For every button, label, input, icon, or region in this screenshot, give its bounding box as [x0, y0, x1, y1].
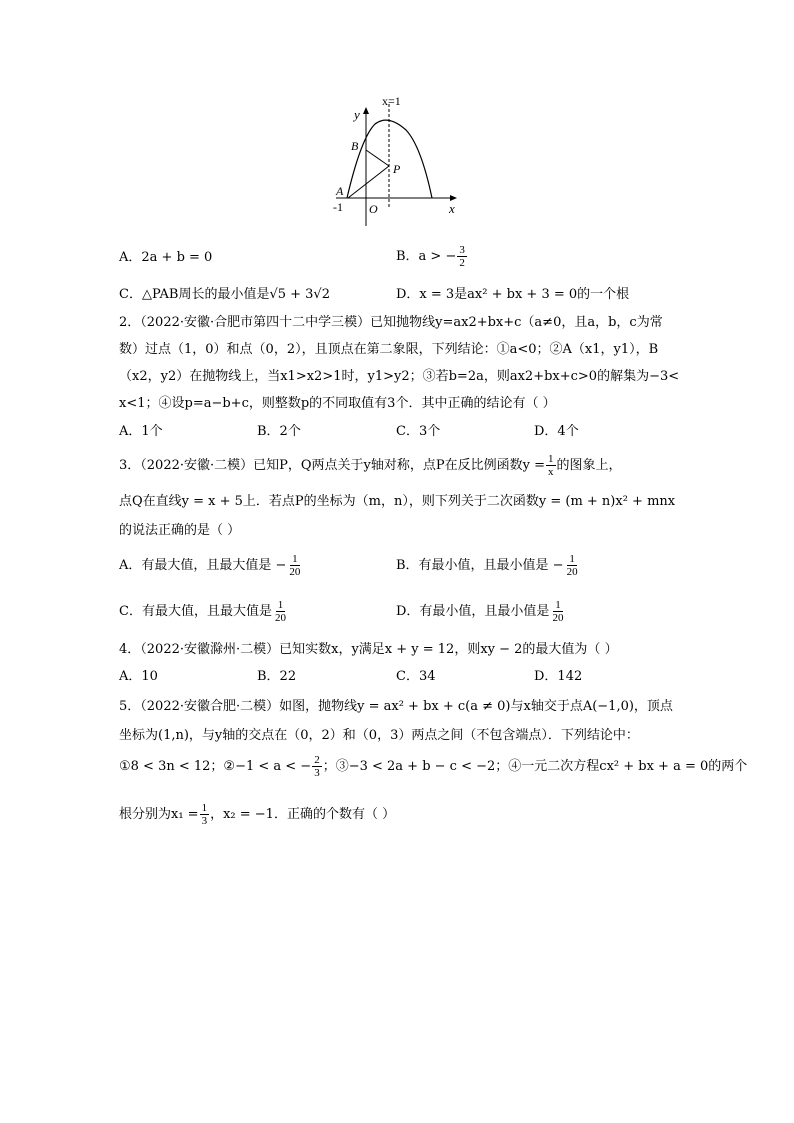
label-minus1: -1 — [333, 200, 343, 214]
label-A: A — [336, 184, 344, 198]
q5-line-1: 5．（2022·安徽合肥·二模）如图，抛物线y = ax² + bx + c(a ≠ 0)与x轴交于点A(−1,0)，顶点 — [119, 699, 673, 714]
label-x: x — [449, 201, 455, 216]
label-P: P — [393, 162, 401, 176]
q3-option-d: D．有最小值，且最小值是 $\frac{1}{20}$ — [396, 599, 564, 624]
q1-option-b: B．a > − $\frac{3}{2}$ — [396, 244, 465, 269]
fraction: $\frac{1}{x}$ — [548, 453, 554, 478]
q2-line-2: 数）过点（1，0）和点（0，2），且顶点在第二象限，下列结论：①a<0；②A（x1，y1），B — [119, 342, 659, 357]
q1-option-c: C．△PAB周长的最小值是√5 + 3√2 — [119, 287, 330, 302]
fraction: $\frac{1}{20}$ — [552, 599, 564, 624]
q2-line-4: x<1；④设p=a−b+c，则整数p的不同取值有3个．其中正确的结论有（ ） — [119, 396, 556, 411]
q2-line-1: 2．（2022·安徽·合肥市第四十二中学三模）已知抛物线y=ax2+bx+c（a≠0，且a，b，c为常 — [119, 315, 663, 330]
fraction: $\frac{1}{3}$ — [201, 802, 208, 827]
q4-option-c: C．34 — [396, 669, 436, 684]
q4-option-b: B．22 — [257, 669, 297, 684]
fraction: $\frac{1}{20}$ — [289, 553, 301, 578]
q4-option-a: A．10 — [119, 669, 158, 684]
q2-option-a: A．1个 — [119, 424, 163, 439]
q5-line-2: 坐标为(1,n)，与y轴的交点在（0，2）和（0，3）两点之间（不包含端点）．下列结论中： — [119, 728, 639, 743]
q5-line-4: 根分别为x₁ = $\frac{1}{3}$ ，x₂ = −1．正确的个数有（ ） — [119, 802, 396, 827]
q3-line-3: 的说法正确的是（ ） — [119, 523, 241, 538]
q3-option-b: B．有最小值，且最小值是 − $\frac{1}{20}$ — [396, 553, 578, 578]
segment-BP — [366, 150, 389, 166]
q1-option-a: A．2a + b = 0 — [119, 250, 213, 265]
fraction: $\frac{1}{20}$ — [274, 599, 286, 624]
label-x1: x=1 — [382, 94, 401, 108]
q2-option-b: B．2个 — [257, 424, 301, 439]
parabola-figure — [330, 92, 465, 227]
q1-option-d: D．x = 3是ax² + bx + 3 = 0的一个根 — [396, 287, 630, 302]
fraction: $\frac{3}{2}$ — [459, 244, 465, 269]
q3-line-1: 3．（2022·安徽·二模）已知P，Q两点关于y轴对称，点P在反比例函数y = $\frac{1}{x}$ 的图象上， — [119, 453, 622, 478]
q2-option-d: D．4个 — [534, 424, 579, 439]
q3-option-c: C．有最大值，且最大值是 $\frac{1}{20}$ — [119, 599, 286, 624]
q3-option-a: A．有最大值，且最大值是 − $\frac{1}{20}$ — [119, 553, 301, 578]
q4-line-1: 4．（2022·安徽滁州·二模）已知实数x，y满足x + y = 12，则xy − 2的最大值为（ ） — [119, 642, 618, 657]
fraction: $\frac{1}{20}$ — [566, 553, 578, 578]
y-axis-arrow — [363, 107, 369, 114]
fraction: $\frac{2}{3}$ — [314, 754, 320, 779]
q3-line-2: 点Q在直线y = x + 5上．若点P的坐标为（m，n），则下列关于二次函数y = (m + n)x² + mnx — [119, 494, 676, 509]
label-O: O — [369, 202, 378, 216]
q2-line-3: （x2，y2）在抛物线上，当x1>x2>1时，y1>y2；③若b=2a，则ax2+bx+c>0的解集为−3< — [119, 369, 680, 384]
q5-line-3: ①8 < 3n < 12；②−1 < a < − $\frac{2}{3}$ ；③−3 < 2a + b − c < −2；④一元二次方程cx² + bx + a = 0的两个 — [119, 754, 748, 779]
q4-option-d: D．142 — [534, 669, 583, 684]
label-B: B — [351, 139, 359, 153]
q2-option-c: C．3个 — [396, 424, 441, 439]
label-y: y — [354, 107, 360, 122]
